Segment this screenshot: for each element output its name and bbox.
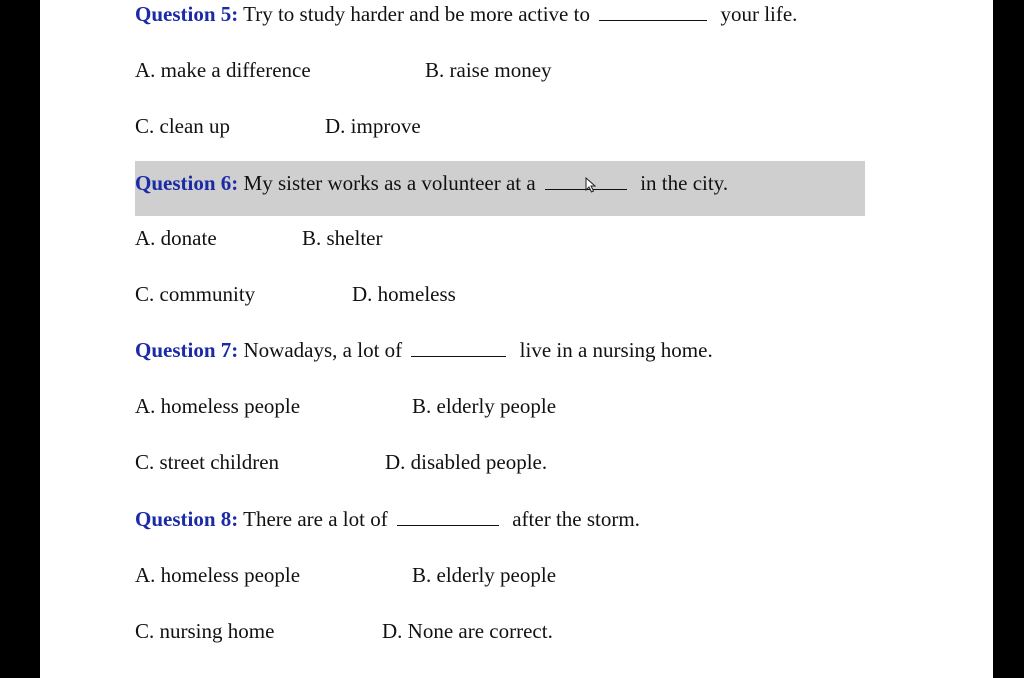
question-7 <box>135 338 713 363</box>
option-d[interactable]: D. None are correct. <box>382 619 553 643</box>
answer-blank <box>411 355 506 357</box>
question-text-after: live in a nursing home. <box>519 338 713 362</box>
worksheet-page <box>40 0 993 678</box>
option-a[interactable]: A. donate <box>135 226 217 250</box>
option-c[interactable]: C. street children <box>135 450 280 474</box>
question-text-after: in the city. <box>640 171 729 195</box>
option-b[interactable]: B. elderly people <box>412 394 557 418</box>
question-6 <box>135 171 728 196</box>
option-c[interactable]: C. nursing home <box>135 619 275 643</box>
question-text-before: Try to study harder and be more active to <box>243 2 590 26</box>
option-b[interactable]: B. elderly people <box>412 563 557 587</box>
option-d[interactable]: D. improve <box>325 114 421 138</box>
answer-blank <box>599 19 707 21</box>
option-a[interactable]: A. homeless people <box>135 563 301 587</box>
option-b[interactable]: B. shelter <box>302 226 383 250</box>
mouse-pointer-icon <box>585 174 597 190</box>
question-text-after: your life. <box>720 2 798 26</box>
answer-blank <box>397 524 499 526</box>
question-label: Question 5: <box>135 2 239 26</box>
question-text-before: My sister works as a volunteer at a <box>243 171 536 195</box>
question-text-before: Nowadays, a lot of <box>243 338 403 362</box>
question-text-after: after the storm. <box>512 507 640 531</box>
question-text-before: There are a lot of <box>243 507 388 531</box>
option-d[interactable]: D. homeless <box>352 282 456 306</box>
question-label: Question 6: <box>135 171 239 195</box>
option-b[interactable]: B. raise money <box>425 58 552 82</box>
question-label: Question 8: <box>135 507 239 531</box>
question-8 <box>135 507 640 532</box>
option-a[interactable]: A. homeless people <box>135 394 301 418</box>
option-a[interactable]: A. make a difference <box>135 58 311 82</box>
question-5 <box>135 2 797 27</box>
option-d[interactable]: D. disabled people. <box>385 450 548 474</box>
question-label: Question 7: <box>135 338 239 362</box>
option-c[interactable]: C. community <box>135 282 256 306</box>
option-c[interactable]: C. clean up <box>135 114 231 138</box>
